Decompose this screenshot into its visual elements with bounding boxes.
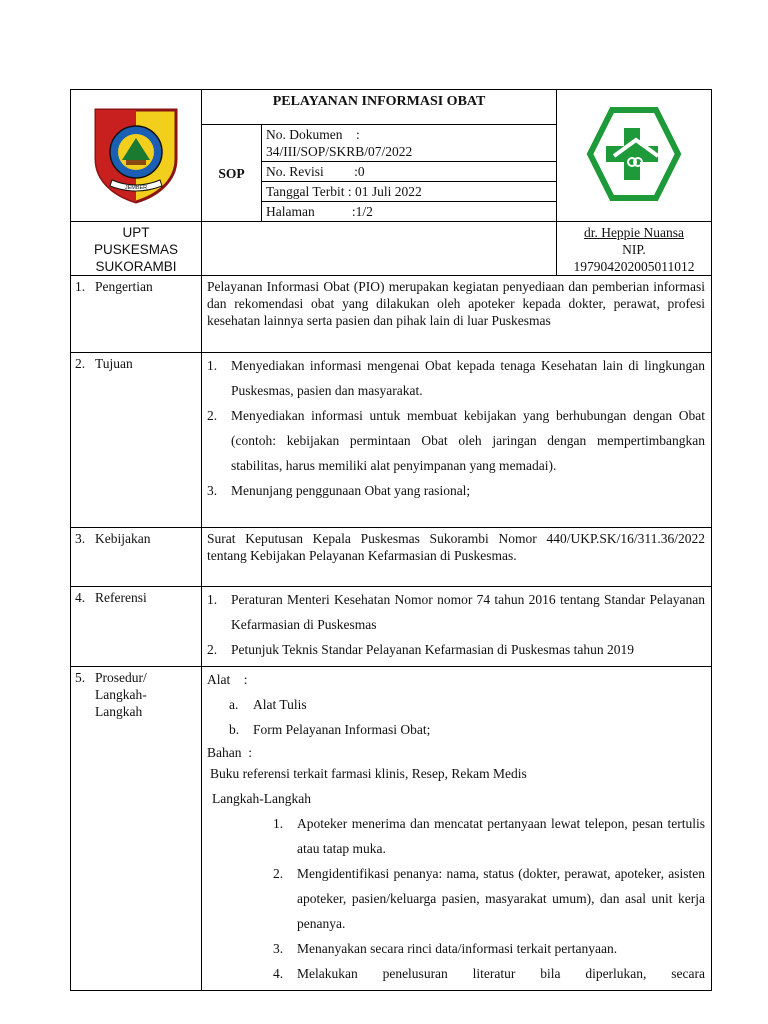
org-name-line-2: PUSKESMAS: [93, 242, 179, 257]
section-kebijakan-label: [71, 528, 202, 587]
bahan-label: Bahan :: [207, 745, 252, 760]
step-number: 1.: [273, 816, 284, 831]
list-item: [229, 692, 705, 717]
langkah-label: Langkah-Langkah: [212, 791, 311, 806]
alat-label: Alat :: [207, 672, 248, 687]
meta-table: [262, 125, 556, 221]
sop-table: [70, 89, 712, 991]
meta-revisi-value: :0: [354, 164, 365, 179]
step-item: [273, 811, 705, 861]
step-text: Menanyakan secara rinci data/informasi terkait pertanyaan.: [297, 941, 618, 956]
section-label: Tujuan: [95, 356, 133, 371]
section-number: 1.: [75, 279, 86, 294]
meta-halaman-value: :1/2: [351, 204, 373, 219]
section-label-line-2: Langkah-: [95, 687, 147, 702]
step-text: Mengidentifikasi penanya: nama, status (dokter, perawat, apoteker, asisten apoteker, pasien/keluarga pasien, masyarakat umum), dan asal unit kerja penanya.: [297, 866, 705, 931]
meta-dokumen-value: 34/III/SOP/SKRB/07/2022: [266, 144, 413, 159]
list-item: [207, 403, 705, 478]
emblem-text: JEMBER: [124, 184, 148, 191]
left-logo-cell: [71, 90, 202, 222]
list-item-number: 3.: [207, 483, 218, 498]
section-kebijakan-content: Surat Keputusan Kepala Puskesmas Sukorambi Nomor 440/UKP.SK/16/311.36/2022 tentang Kebijakan Pelayanan Kefarmasian di Puskesmas.: [202, 528, 712, 587]
org-name-line-3: SUKORAMBI: [95, 259, 177, 274]
section-pengertian-content: Pelayanan Informasi Obat (PIO) merupakan kegiatan penyediaan dan pemberian informasi dan rekomendasi obat yang dilakukan oleh apoteker kepada dokter, perawat, profesi kesehatan lainnya serta pasien dan pihak lain di luar Puskesmas: [202, 276, 712, 353]
step-item: [273, 861, 705, 936]
sop-document: [70, 89, 711, 991]
header-blank-cell: [202, 222, 557, 276]
list-item: [207, 478, 705, 503]
section-label: Referensi: [95, 590, 147, 605]
section-number: 3.: [75, 531, 86, 546]
list-item-number: b.: [229, 722, 240, 737]
meta-tanggal: [262, 182, 556, 202]
document-title: PELAYANAN INFORMASI OBAT: [202, 90, 557, 125]
list-item-text: Alat Tulis: [253, 697, 307, 712]
meta-cell: [262, 125, 557, 222]
list-item-text: Peraturan Menteri Kesehatan Nomor nomor 74 tahun 2016 tentang Standar Pelayanan Kefarmasian di Puskesmas: [231, 592, 705, 632]
meta-tanggal-value: : 01 Juli 2022: [347, 184, 422, 199]
section-tujuan-label: [71, 353, 202, 528]
step-number: 4.: [273, 966, 284, 981]
section-number: 5.: [75, 670, 86, 685]
signer-cell: [557, 222, 712, 276]
list-item: [229, 717, 705, 742]
signer-nip-label: NIP.: [622, 242, 646, 257]
section-number: 2.: [75, 356, 86, 371]
meta-revisi-label: No. Revisi: [266, 164, 324, 179]
section-label: Kebijakan: [95, 531, 151, 546]
section-tujuan-content: [202, 353, 712, 528]
section-label-line-1: Prosedur/: [95, 670, 147, 685]
section-number: 4.: [75, 590, 86, 605]
meta-tanggal-label: Tanggal Terbit: [266, 184, 345, 199]
meta-dokumen-colon: :: [356, 127, 360, 142]
list-item: [207, 353, 705, 403]
org-name-line-1: UPT: [122, 225, 150, 240]
list-item-text: Menyediakan informasi untuk membuat kebijakan yang berhubungan dengan Obat (contoh: kebijakan permintaan Obat oleh jaringan dengan mempertimbangkan stabilitas, harus memiliki alat penyimpanan yang memadai).: [231, 408, 705, 473]
section-prosedur-label: [71, 667, 202, 991]
section-referensi-label: [71, 587, 202, 667]
list-item: [207, 587, 705, 637]
list-item-number: 2.: [207, 408, 218, 423]
section-pengertian-label: [71, 276, 202, 353]
step-text: Melakukan penelusuran literatur bila diperlukan, secara: [297, 966, 705, 981]
signer-nip: 197904202005011012: [573, 259, 695, 274]
section-prosedur-content: [202, 667, 712, 991]
list-item-text: Form Pelayanan Informasi Obat;: [253, 722, 431, 737]
list-item-number: 1.: [207, 592, 218, 607]
step-text: Apoteker menerima dan mencatat pertanyaan lewat telepon, pesan tertulis atau tatap muka.: [297, 816, 705, 856]
org-name-cell: [71, 222, 202, 276]
section-label: Pengertian: [95, 279, 153, 294]
list-item-number: 2.: [207, 642, 218, 657]
step-item: [273, 961, 705, 986]
meta-dokumen: [262, 125, 556, 162]
list-item-number: a.: [229, 697, 239, 712]
step-item: [273, 936, 705, 961]
list-item-text: Petunjuk Teknis Standar Pelayanan Kefarmasian di Puskesmas tahun 2019: [231, 642, 634, 657]
step-number: 2.: [273, 866, 284, 881]
sop-label: SOP: [202, 125, 262, 222]
signer-name: dr. Heppie Nuansa: [583, 225, 685, 240]
meta-halaman: [262, 202, 556, 222]
bahan-text: Buku referensi terkait farmasi klinis, Resep, Rekam Medis: [210, 766, 527, 781]
meta-dokumen-label: No. Dokumen: [266, 127, 343, 142]
list-item-text: Menunjang penggunaan Obat yang rasional;: [231, 483, 471, 498]
meta-revisi: [262, 162, 556, 182]
list-item-number: 1.: [207, 358, 218, 373]
right-logo-cell: [557, 90, 712, 222]
section-referensi-content: [202, 587, 712, 667]
section-label-line-3: Langkah: [95, 704, 143, 719]
step-number: 3.: [273, 941, 284, 956]
list-item: [207, 637, 705, 662]
meta-halaman-label: Halaman: [266, 204, 315, 219]
list-item-text: Menyediakan informasi mengenai Obat kepada tenaga Kesehatan lain di lingkungan Puskesmas, pasien dan masyarakat.: [231, 358, 705, 398]
jember-emblem-icon: [90, 104, 182, 204]
puskesmas-logo-icon: [586, 104, 682, 204]
